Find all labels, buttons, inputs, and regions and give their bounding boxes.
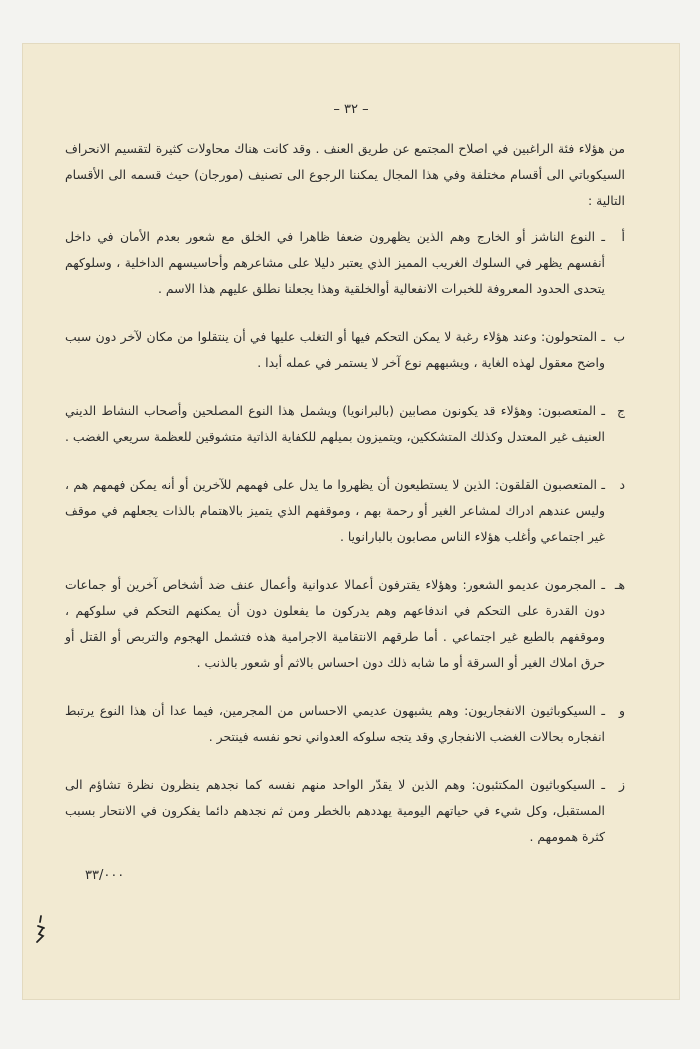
item-text: ـ المتعصبون: وهؤلاء قد يكونون مصابين (بالبرانويا) ويشمل هذا النوع المصلحين وأصحاب النشاط الديني العنيف غير المعتدل وكذلك المتشككين، ويتميزون بميلهم للكفاية الذاتية متشوقين للعظمة سريعي الغضب . xyxy=(64,403,605,444)
item-text: ـ السيكوباثيون المكتئبون: وهم الذين لا يقدّر الواحد منهم نفسه كما نجدهم ينظرون نظرة تشاؤم الى المستقبل، وكل شيء في حياتهم اليومية يهددهم بالخطر ومن ثم نجدهم دائما يفكرون في الانتحار بسبب كثرة همومهم . xyxy=(65,777,605,844)
list-item xyxy=(65,472,625,550)
list-item xyxy=(65,324,625,376)
item-text: ـ النوع الناشز أو الخارج وهم الذين يظهرون ضعفا ظاهرا في الخلق مع شعور بعدم الأمان في داخل أنفسهم يظهر في السلوك الغريب المميز الذي يعتبر دليلا على مشاعرهم وأحاسيسهم الداخلية ، وسلوكهم يتحدى الحدود المعروفة للخبرات الانفعالية أوالخلقية وهذا يجعلنا نطلق عليهم هذا الاسم . xyxy=(65,229,605,296)
item-letter: أ xyxy=(621,229,625,244)
item-text: ـ المتحولون: وعند هؤلاء رغبة لا يمكن التحكم فيها أو التغلب عليها في أن ينتقلوا من مكان لآخر دون سبب واضح معقول لهذه الغاية ، ويشبههم نوع آخر لا يستمر في عمله أبدا . xyxy=(65,329,605,370)
list-item xyxy=(65,572,625,676)
footer-code: ٣٣/٠٠٠ xyxy=(85,868,125,883)
item-letter: د xyxy=(619,477,625,492)
item-letter: ب xyxy=(613,329,625,344)
document-page xyxy=(23,44,679,999)
item-letter: هـ xyxy=(614,577,625,592)
body-text xyxy=(65,136,625,872)
intro-paragraph: من هؤلاء فئة الراغبين في اصلاح المجتمع عن طريق العنف . وقد كانت هناك محاولات كثيرة لتقسيم الانحراف السيكوباتي الى أقسام مختلفة وفي هذا المجال يمكننا الرجوع الى تصنيف (مورجان) حيث قسمه الى الأقسام التالية : xyxy=(65,141,625,208)
page-number: – ٣٢ – xyxy=(333,102,369,117)
item-text: ـ المجرمون عديمو الشعور: وهؤلاء يقترفون أعمالا عدوانية وأعمال عنف ضد أشخاص آخرين أو جماعات دون القدرة على التحكم في اندفاعهم وهم يدركون ما يفعلون دون أن يمكنهم التحكم في سلوكهم ، وموقفهم بالطبع غير اجتماعي . أما طرقهم الانتقامية الاجرامية هذه فتشمل الهجوم والتربص أو القتل أو حرق املاك الغير أو السرقة أو ما شابه ذلك دون احساس بالاثم أو شعور بالذنب . xyxy=(65,577,605,670)
list-item xyxy=(65,698,625,750)
item-text: ـ المتعصبون القلقون: الذين لا يستطيعون أن يظهروا ما يدل على فهمهم للآخرين أو أنه يمكن فهمهم هم ، وليس عندهم ادراك لمشاعر الغير أو رحمة بهم ، وموقفهم الذي يتميز بالاهتمام بالذات يجعلهم في موقف غير اجتماعي وأغلب هؤلاء الناس مصابون بالبارانويا . xyxy=(65,477,605,544)
list-item xyxy=(65,224,625,302)
handwritten-mark-icon xyxy=(31,914,49,944)
item-letter: و xyxy=(619,703,625,718)
item-text: ـ السيكوباثيون الانفجاريون: وهم يشبهون عديمي الاحساس من المجرمين، فيما عدا أن هذا النوع يرتبط انفجاره بحالات الغضب الانفجاري وقد يتجه سلوكه العدواني نحو نفسه فينتحر . xyxy=(65,703,605,744)
list-item xyxy=(65,398,625,450)
item-letter: ج xyxy=(617,403,625,418)
list-item xyxy=(65,772,625,850)
item-letter: ز xyxy=(619,777,625,792)
